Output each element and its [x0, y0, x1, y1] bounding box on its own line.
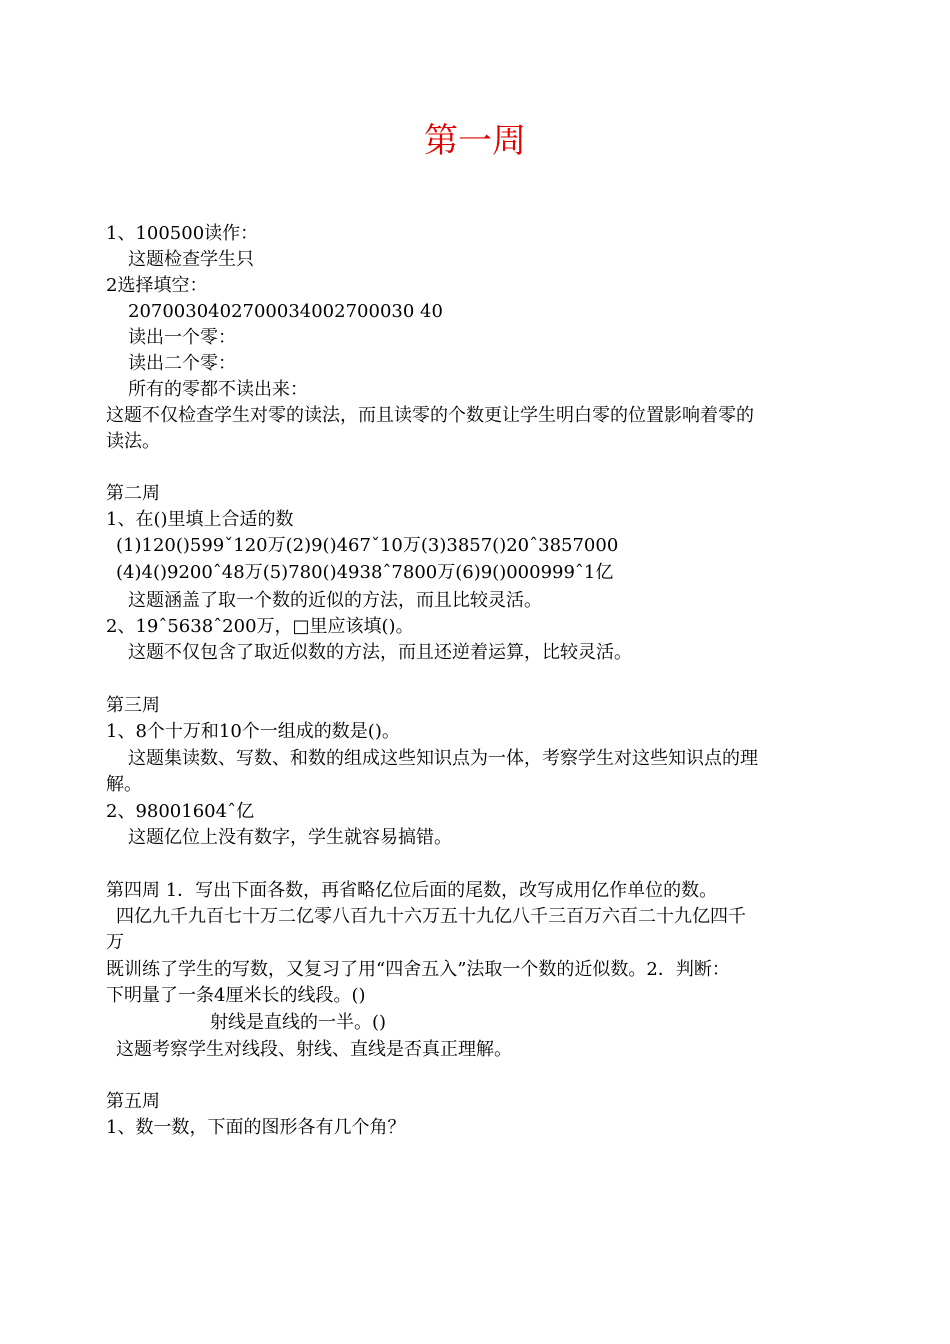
week3-q1-note: 这题集读数、写数、和数的组成这些知识点为一体，考察学生对这些知识点的理 [128, 748, 758, 769]
week2-q1-row2: (4)4()9200ˆ48万(5)780()4938ˆ7800万(6)9()000999ˆ1亿 [116, 562, 614, 583]
week1-q2-option-2: 读出二个零： [128, 353, 236, 374]
week1-q1: 1、100500读作： [106, 223, 259, 244]
week3-q1-note-cont: 解。 [106, 774, 142, 795]
week2-q1-note: 这题涵盖了取一个数的近似的方法，而且比较灵活。 [128, 590, 542, 611]
week4-q2-note: 这题考察学生对线段、射线、直线是否真正理解。 [116, 1039, 512, 1060]
week2-q2: 2、19ˆ5638ˆ200万，□里应该填()。 [106, 616, 414, 637]
page-title: 第一周 [424, 121, 526, 161]
week4-heading-q1: 第四周 1．写出下面各数，再省略亿位后面的尾数，改写成用亿作单位的数。 [106, 880, 718, 901]
week4-q2-item2: 射线是直线的一半。() [210, 1012, 387, 1033]
week1-q2-option-3: 所有的零都不读出来： [128, 379, 308, 400]
week2-q1-row1: (1)120()599ˇ120万(2)9()467ˇ10万(3)3857()20ˆ3857000 [116, 535, 619, 556]
week4-q1-numbers-cont: 万 [106, 932, 124, 953]
week1-q2: 2选择填空： [106, 275, 208, 296]
week4-comment-q2: 既训练了学生的写数，又复习了用“四舍五入”法取一个数的近似数。2．判断： [106, 959, 730, 980]
week4-q2-item1: 下明量了一条4厘米长的线段。() [106, 985, 366, 1006]
week3-heading: 第三周 [106, 695, 160, 716]
week1-comment-cont: 读法。 [106, 431, 160, 452]
week3-q2: 2、98001604ˆ亿 [106, 801, 255, 822]
week2-heading: 第二周 [106, 483, 160, 504]
week2-q1: 1、在()里填上合适的数 [106, 509, 294, 530]
week2-q2-note: 这题不仅包含了取近似数的方法，而且还逆着运算，比较灵活。 [128, 642, 632, 663]
week5-heading: 第五周 [106, 1091, 160, 1112]
week1-comment: 这题不仅检查学生对零的读法，而且读零的个数更让学生明白零的位置影响着零的 [106, 405, 754, 426]
week1-q1-note: 这题检查学生只 [128, 249, 254, 270]
week3-q2-note: 这题亿位上没有数字，学生就容易搞错。 [128, 827, 452, 848]
week1-q2-number: 2070030402700034002700030 40 [128, 301, 443, 322]
week5-q1: 1、数一数，下面的图形各有几个角？ [106, 1117, 406, 1138]
week4-q1-numbers: 四亿九千九百七十万二亿零八百九十六万五十九亿八千三百万六百二十九亿四千 [116, 906, 746, 927]
week1-q2-option-1: 读出一个零： [128, 327, 236, 348]
week3-q1: 1、8个十万和10个一组成的数是()。 [106, 721, 400, 742]
